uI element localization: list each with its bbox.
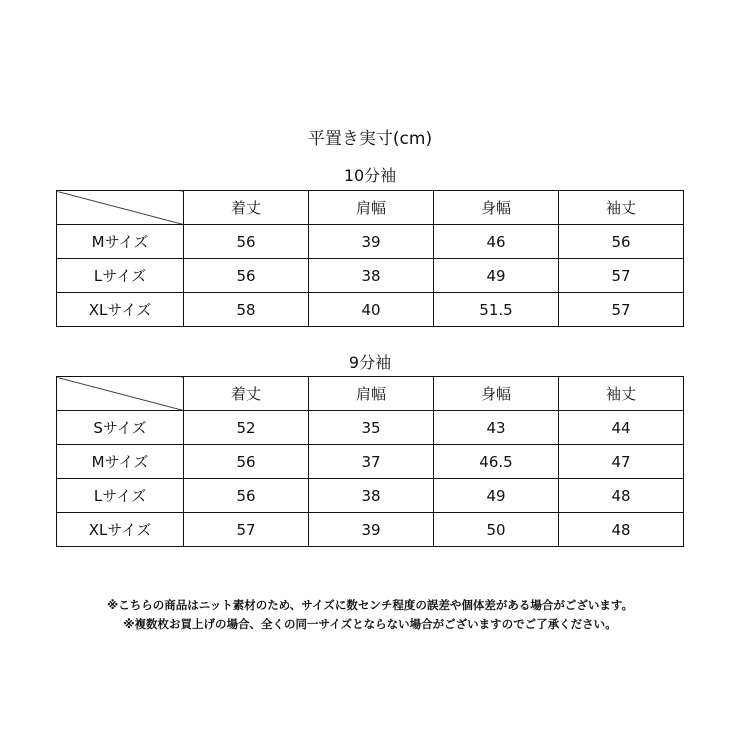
measurement-cell: 56 [184, 479, 309, 513]
measurement-cell: 43 [434, 411, 559, 445]
size-label: XLサイズ [57, 513, 184, 547]
notes [0, 596, 740, 634]
note-line: ※複数枚お買上げの場合、全くの同一サイズとならない場合がございますのでご了承ください。 [123, 617, 617, 631]
column-header: 袖丈 [559, 377, 684, 411]
size-label: Lサイズ [57, 259, 184, 293]
measurement-cell: 39 [309, 225, 434, 259]
column-header: 着丈 [184, 377, 309, 411]
measurement-cell: 38 [309, 259, 434, 293]
measurement-cell: 57 [184, 513, 309, 547]
measurement-cell: 58 [184, 293, 309, 327]
table-row [57, 445, 684, 479]
measurement-cell: 48 [559, 513, 684, 547]
measurement-cell: 47 [559, 445, 684, 479]
measurement-cell: 57 [559, 259, 684, 293]
table-row [57, 259, 684, 293]
corner-cell [57, 377, 184, 411]
measurement-cell: 56 [184, 225, 309, 259]
measurement-cell: 39 [309, 513, 434, 547]
column-header: 身幅 [434, 191, 559, 225]
table-row [57, 411, 684, 445]
table-row [57, 225, 684, 259]
table-row [57, 293, 684, 327]
header-row [57, 377, 684, 411]
measurement-cell: 38 [309, 479, 434, 513]
note-line: ※こちらの商品はニット素材のため、サイズに数センチ程度の誤差や個体差がある場合がございます。 [107, 598, 633, 612]
size-label: Mサイズ [57, 225, 184, 259]
measurement-cell: 52 [184, 411, 309, 445]
table-caption-9: 9分袖 [348, 353, 392, 372]
column-header: 肩幅 [309, 377, 434, 411]
measurement-cell: 57 [559, 293, 684, 327]
table-row [57, 479, 684, 513]
measurement-cell: 35 [309, 411, 434, 445]
measurement-cell: 40 [309, 293, 434, 327]
size-label: Lサイズ [57, 479, 184, 513]
size-label: XLサイズ [57, 293, 184, 327]
measurement-cell: 44 [559, 411, 684, 445]
measurement-cell: 49 [434, 259, 559, 293]
header-row [57, 191, 684, 225]
column-header: 着丈 [184, 191, 309, 225]
size-label: Mサイズ [57, 445, 184, 479]
measurement-cell: 48 [559, 479, 684, 513]
column-header: 肩幅 [309, 191, 434, 225]
table-row [57, 513, 684, 547]
page-title: 平置き実寸(cm) [307, 129, 433, 149]
column-header: 袖丈 [559, 191, 684, 225]
measurement-cell: 51.5 [434, 293, 559, 327]
measurement-cell: 37 [309, 445, 434, 479]
size-table-10-sleeve [56, 190, 684, 327]
size-table-9-sleeve [56, 376, 684, 547]
corner-cell [57, 191, 184, 225]
measurement-cell: 46.5 [434, 445, 559, 479]
measurement-cell: 56 [559, 225, 684, 259]
measurement-cell: 46 [434, 225, 559, 259]
measurement-cell: 56 [184, 259, 309, 293]
measurement-cell: 49 [434, 479, 559, 513]
measurement-cell: 56 [184, 445, 309, 479]
table-caption-10: 10分袖 [343, 166, 397, 185]
measurement-cell: 50 [434, 513, 559, 547]
size-label: Sサイズ [57, 411, 184, 445]
column-header: 身幅 [434, 377, 559, 411]
